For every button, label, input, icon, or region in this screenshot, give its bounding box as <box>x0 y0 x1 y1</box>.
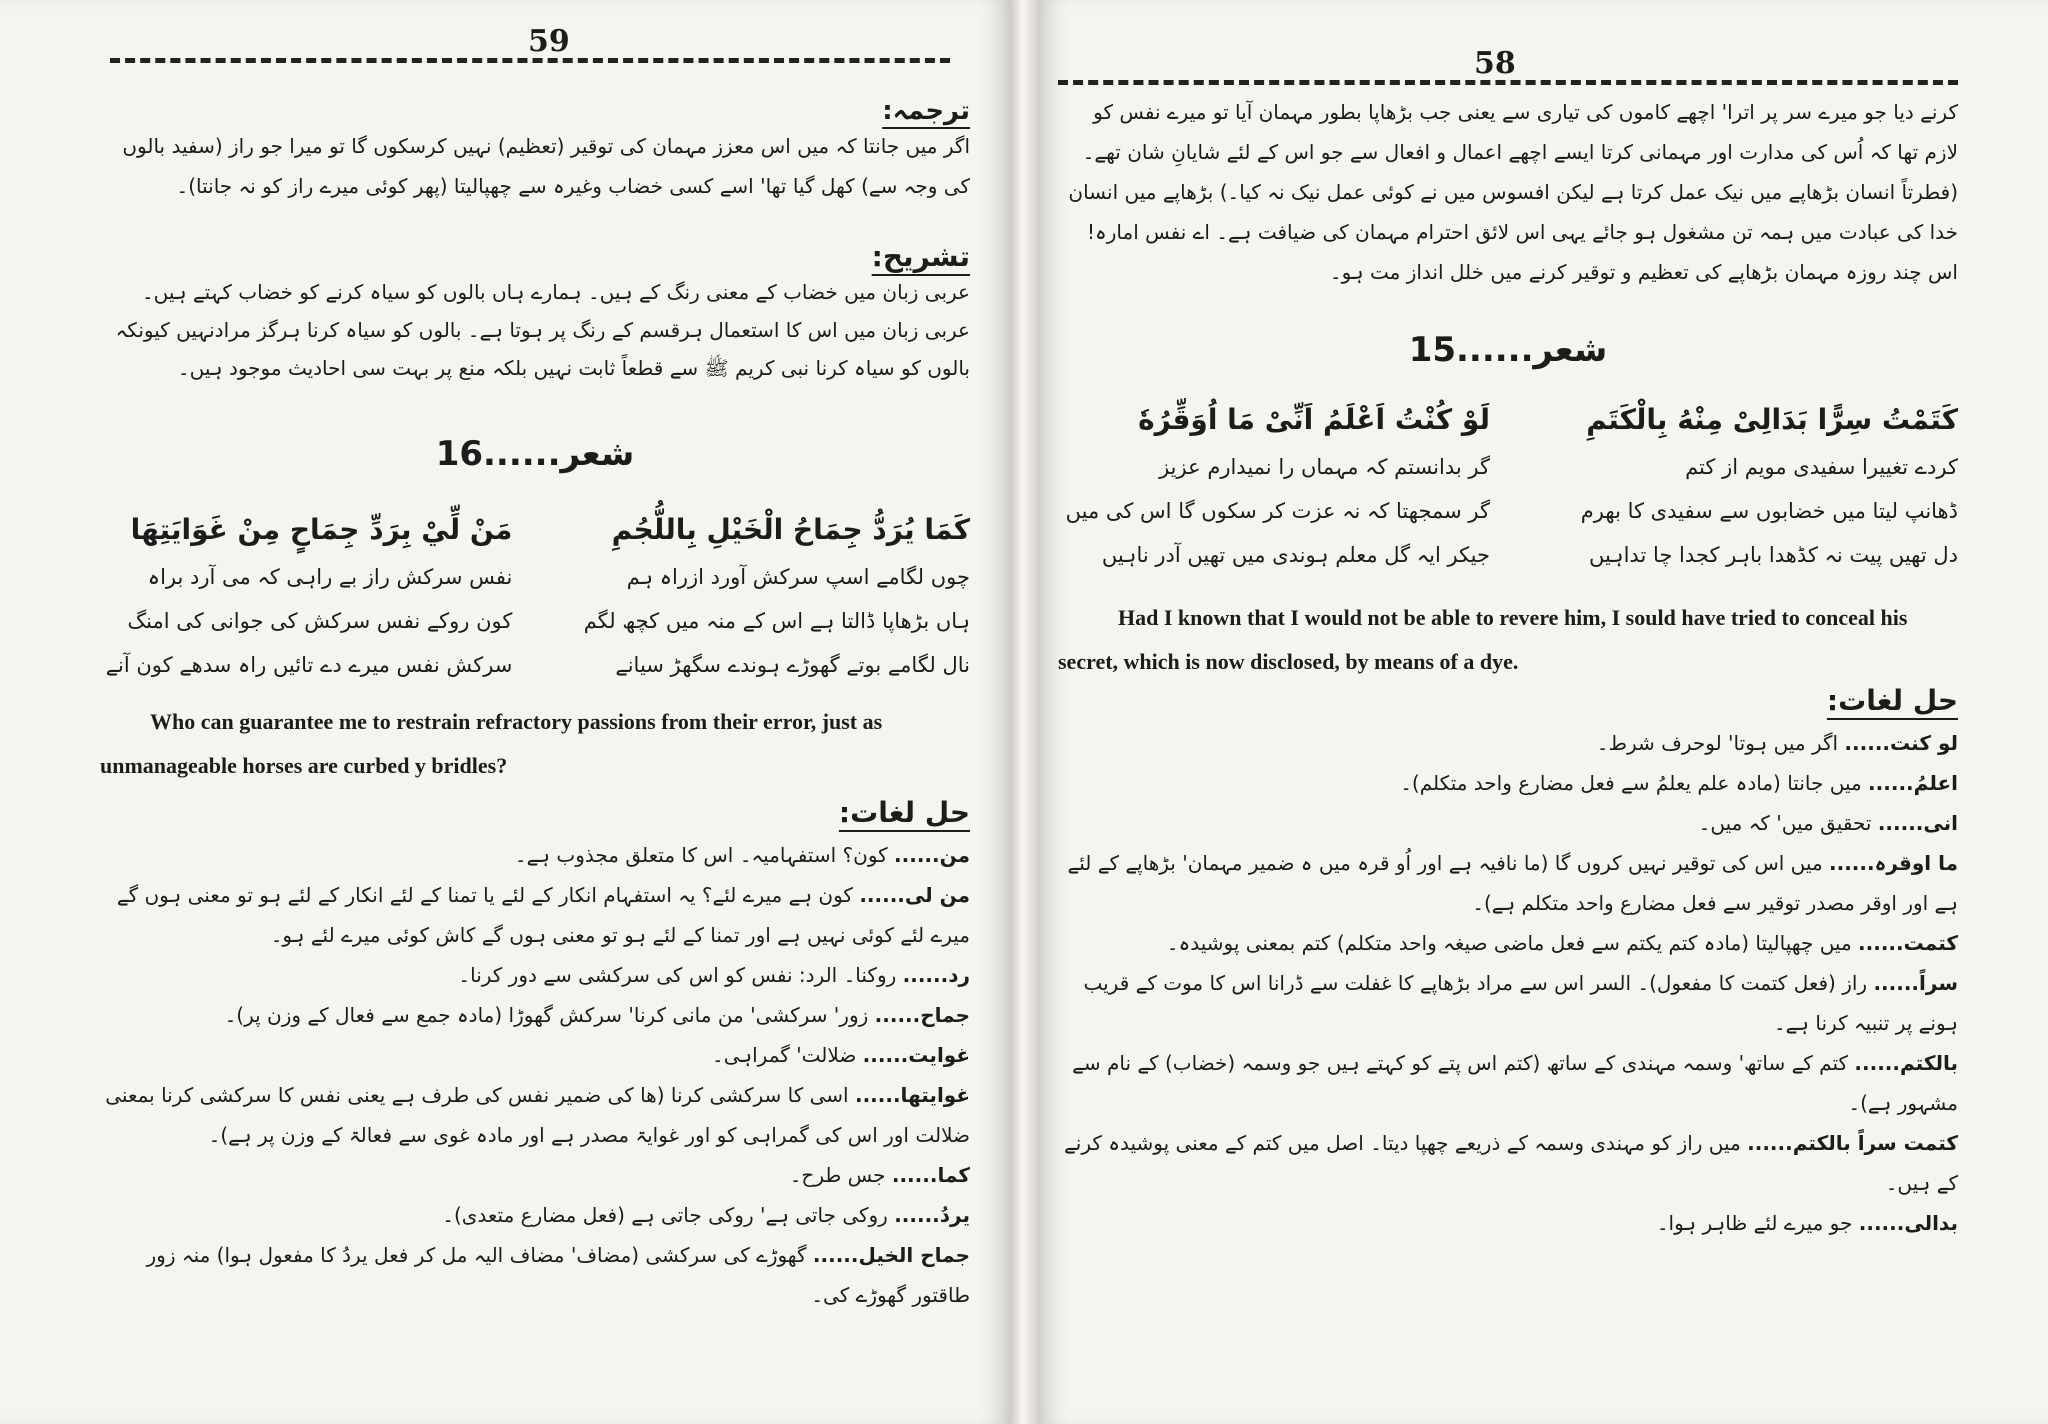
poem-line: کردے تغییرا سفیدی مویم از کتم <box>1685 455 1958 479</box>
poem-line: دل تھیں پیت نہ کڈھدا باہر کجدا چا تداہیں <box>1588 543 1958 567</box>
glossary-definition: میں اس کی توقیر نہیں کروں گا (ما نافیہ ہے اور اُو قرہ میں ہ ضمیر مہمان' بڑھاپے کے لئے ہے اور اوقر مصدر توقیر سے فعل مضارع واحد متکلم ہے)۔ <box>1067 851 1958 915</box>
glossary-term: انی...... <box>1877 811 1958 835</box>
arabic-hemistich-first: لَوْ كُنْتُ اَعْلَمُ اَنِّىْ مَا اُوَقِّرُهٗ <box>1138 403 1490 436</box>
glossary-term: من...... <box>894 843 970 867</box>
glossary-entry <box>90 1195 970 1235</box>
poem-line: ڈھانپ لیتا میں خضابوں سے سفیدی کا بھرم <box>1580 499 1958 523</box>
glossary-heading: حل لغات: <box>1826 684 1958 717</box>
translation-heading: ترجمہ: <box>882 96 970 126</box>
english-translation: Had I known that I would not be able to revere him, I sould have tried to conceal his secret, which is now disclosed, by means of a dye. <box>1058 605 1908 674</box>
poem-line: کون روکے نفس سرکش کی جوانی کی امنگ <box>127 609 513 633</box>
glossary-term: کتمت...... <box>1858 931 1958 955</box>
poem-line: چوں لگامے اسپ سرکش آورد ازراہ ہم <box>626 565 970 589</box>
glossary-entry <box>1058 1043 1958 1123</box>
glossary-term: من لی...... <box>859 883 970 907</box>
glossary-entry <box>90 875 970 955</box>
glossary-definition: جو میرے لئے ظاہر ہوا۔ <box>1656 1211 1853 1235</box>
poem-line: ہاں بڑھاپا ڈالتا ہے اس کے منہ میں کچھ لگم <box>583 609 970 633</box>
glossary-definition: میں چھپالیتا (مادہ کتم یکتم سے فعل ماضی صیغہ واحد متکلم) کتم بمعنی پوشیدہ۔ <box>1166 931 1852 955</box>
glossary-entry <box>1058 963 1958 1043</box>
glossary-section <box>1058 684 1958 1243</box>
explanation-text: عربی زبان میں خضاب کے معنی رنگ کے ہیں۔ ہمارے ہاں بالوں کو سیاہ کرنے کو خضاب کہتے ہیں۔ عربی زبان میں اس کا استعمال ہرقسم کے رنگ پر ہوتا ہے۔ بالوں کو سیاہ کرنا ہرگز مرادنہیں کیونکہ بالوں کو سیاہ کرنا نبی کریم ﷺ سے قطعاً ثابت نہیں بلکہ منع پر بہت سی احادیث موجود ہیں۔ <box>115 280 970 380</box>
glossary-entry <box>1058 1123 1958 1203</box>
glossary-entry <box>1058 803 1958 843</box>
glossary-definition: کون؟ استفہامیہ۔ اس کا متعلق مجذوب ہے۔ <box>514 843 888 867</box>
verse-heading: شعر......16 <box>435 434 635 474</box>
glossary-term: جماح...... <box>874 1003 970 1027</box>
glossary-term: کتمت سراً بالکتم...... <box>1747 1131 1958 1155</box>
poem-line: نفس سرکش راز بے راہی کہ می آرد براہ <box>147 565 513 589</box>
glossary-term: ما اوقرہ...... <box>1829 851 1958 875</box>
translation-text: اگر میں جانتا کہ میں اس معزز مہمان کی توقیر (تعظیم) نہیں کرسکوں گا تو میرا جو راز (سفید بالوں کی وجہ سے) کھل گیا تھا' اسے کسی خضاب وغیرہ سے چھپالیتا (پھر کوئی میرے راز کو نہ جانتا)۔ <box>122 134 970 198</box>
glossary-definition: اسی کا سرکشی کرنا (ھا کی ضمیر نفس کی طرف ہے یعنی نفس کا سرکشی کرنا بمعنی ضلالت اور اس کی گمراہی کو اور غوایۃ مصدر ہے اور مادہ غوی سے فعالۃ کے وزن پر ہے)۔ <box>105 1083 970 1147</box>
arabic-hemistich-second: كَمَا يُرَدُّ جِمَاحُ الْخَيْلِ بِاللُّجُمِ <box>611 513 970 546</box>
glossary-entry <box>1058 923 1958 963</box>
glossary-definition: روکی جاتی ہے' روکی جاتی ہے (فعل مضارع متعدی)۔ <box>442 1203 888 1227</box>
glossary-entry <box>1058 843 1958 923</box>
glossary-entry <box>1058 1203 1958 1243</box>
verse-heading: شعر......15 <box>1408 330 1608 370</box>
glossary-term: لو کنت...... <box>1844 731 1958 755</box>
english-translation: Who can guarantee me to restrain refractory passions from their error, just as unmanageable horses are curbed y bridles? <box>100 709 883 778</box>
poem-line: گر بدانستم کہ مہماں را نمیدارم عزیز <box>1159 455 1490 479</box>
page-number: 58 <box>1474 46 1516 81</box>
glossary-definition: میں جانتا (مادہ علم یعلمُ سے فعل مضارع واحد متکلم)۔ <box>1400 771 1862 795</box>
glossary-definition: زور' سرکشی' من مانی کرنا' سرکش گھوڑا (مادہ جمع سے فعال کے وزن پر)۔ <box>224 1003 869 1027</box>
glossary-definition: میں راز کو مہندی وسمہ کے ذریعے چھپا دیتا۔ اصل میں کتم کے معنی پوشیدہ کرنے کے ہیں۔ <box>1064 1131 1958 1195</box>
glossary-heading: حل لغات: <box>838 796 970 829</box>
glossary-definition: تحقیق میں' کہ میں۔ <box>1698 811 1872 835</box>
intro-text: کرنے دیا جو میرے سر پر اترا' اچھے کاموں کی تیاری سے یعنی جب بڑھاپا بطور مہمان آیا تو میرے نفس کو لازم تھا کہ اُس کی مدارت اور مہمانی کرتا ایسے اچھے اعمال و افعال سے جو اس کے لئے شایانِ شان تھے۔ (فطرتاً انسان بڑھاپے میں نیک عمل کرتا ہے لیکن افسوس میں نے کوئی عمل نیک نہ کیا۔) بڑھاپے میں انسان خدا کی عبادت میں ہمہ تن مشغول ہو جائے یہی اس لائق احترام مہمان کی ضیافت ہے۔ اے نفس امارہ! اس چند روزہ مہمان بڑھاپے کی تعظیم و توقیر کرنے میں خلل انداز مت ہو۔ <box>1068 100 1958 284</box>
book-gutter <box>1010 0 1038 1424</box>
glossary-list <box>1058 723 1958 1243</box>
glossary-term: سراً...... <box>1873 971 1958 995</box>
glossary-entry <box>90 835 970 875</box>
verse-block <box>90 505 970 687</box>
glossary-entry <box>1058 723 1958 763</box>
glossary-entry <box>90 1155 970 1195</box>
glossary-entry <box>90 1075 970 1155</box>
arabic-hemistich-first: مَنْ لِّيْ بِرَدِّ جِمَاحٍ مِنْ غَوَايَتِهَا <box>130 513 513 546</box>
page-number: 59 <box>528 24 570 59</box>
header-rule <box>1058 80 1958 85</box>
left-page <box>0 0 1010 1424</box>
poem-line: جیکر ایہ گل معلم ہوندی میں تھیں آدر ناہیں <box>1101 543 1490 567</box>
glossary-entry <box>1058 763 1958 803</box>
translation-section <box>100 96 970 206</box>
header-rule <box>110 58 950 63</box>
glossary-entry <box>90 955 970 995</box>
glossary-definition: کتم کے ساتھ' وسمہ مہندی کے ساتھ (کتم اس پتے کو کہتے ہیں جو وسمہ (خضاب) کے نام سے مشہور ہے)۔ <box>1072 1051 1958 1115</box>
verse-block <box>1058 395 1958 577</box>
glossary-definition: اگر میں ہوتا' لوحرف شرط۔ <box>1596 731 1839 755</box>
glossary-entry <box>90 1235 970 1315</box>
glossary-term: اعلمُ...... <box>1868 771 1958 795</box>
arabic-hemistich-second: كَتَمْتُ سِرًّا بَدَالِىْ مِنْهُ بِالْكَتَمِ <box>1586 403 1958 436</box>
glossary-term: کما...... <box>891 1163 970 1187</box>
explanation-heading: تشریح: <box>871 240 970 273</box>
glossary-term: جماح الخیل...... <box>812 1243 970 1267</box>
poem-line: گر سمجھتا کہ نہ عزت کر سکوں گا اس کی میں <box>1065 499 1490 523</box>
poem-line: نال لگامے بوتے گھوڑے ہوندے سگھڑ سیانے <box>615 653 970 677</box>
glossary-section <box>90 796 970 1315</box>
explanation-section <box>100 240 970 387</box>
glossary-definition: کون ہے میرے لئے؟ یہ استفہام انکار کے لئے یا تمنا کے لئے انکار کے لئے ہو تو معنی ہوں گے میرے لئے کوئی نہیں ہے اور تمنا کے لئے ہو تو معنی ہوں گے کاش کوئی میرے لئے ہو۔ <box>116 883 970 947</box>
glossary-definition: راز (فعل کتمت کا مفعول)۔ السر اس سے مراد بڑھاپے کا غفلت سے ڈرانا اس کا موت کے قریب ہونے پر تنبیہ کرنا ہے۔ <box>1083 971 1958 1035</box>
right-page <box>1038 0 2048 1424</box>
glossary-entry <box>90 1035 970 1075</box>
glossary-definition: روکنا۔ الرد: نفس کو اس کی سرکشی سے دور کرنا۔ <box>458 963 897 987</box>
glossary-term: یردُ...... <box>894 1203 970 1227</box>
glossary-term: رد...... <box>902 963 970 987</box>
glossary-term: غوایت...... <box>862 1043 970 1067</box>
glossary-definition: ضلالت' گمراہی۔ <box>712 1043 857 1067</box>
glossary-definition: گھوڑے کی سرکشی (مضاف' مضاف الیہ مل کر فعل یردُ کا مفعول ہوا) منہ زور طاقتور گھوڑے کی۔ <box>146 1243 970 1307</box>
poem-line: سرکش نفس میرے دے تائیں راہ سدھے کون آنے <box>105 653 513 677</box>
glossary-term: بدالی...... <box>1858 1211 1958 1235</box>
glossary-definition: جس طرح۔ <box>789 1163 886 1187</box>
glossary-list <box>90 835 970 1315</box>
glossary-term: غوایتھا...... <box>854 1083 970 1107</box>
glossary-entry <box>90 995 970 1035</box>
glossary-term: بالکتم...... <box>1854 1051 1958 1075</box>
